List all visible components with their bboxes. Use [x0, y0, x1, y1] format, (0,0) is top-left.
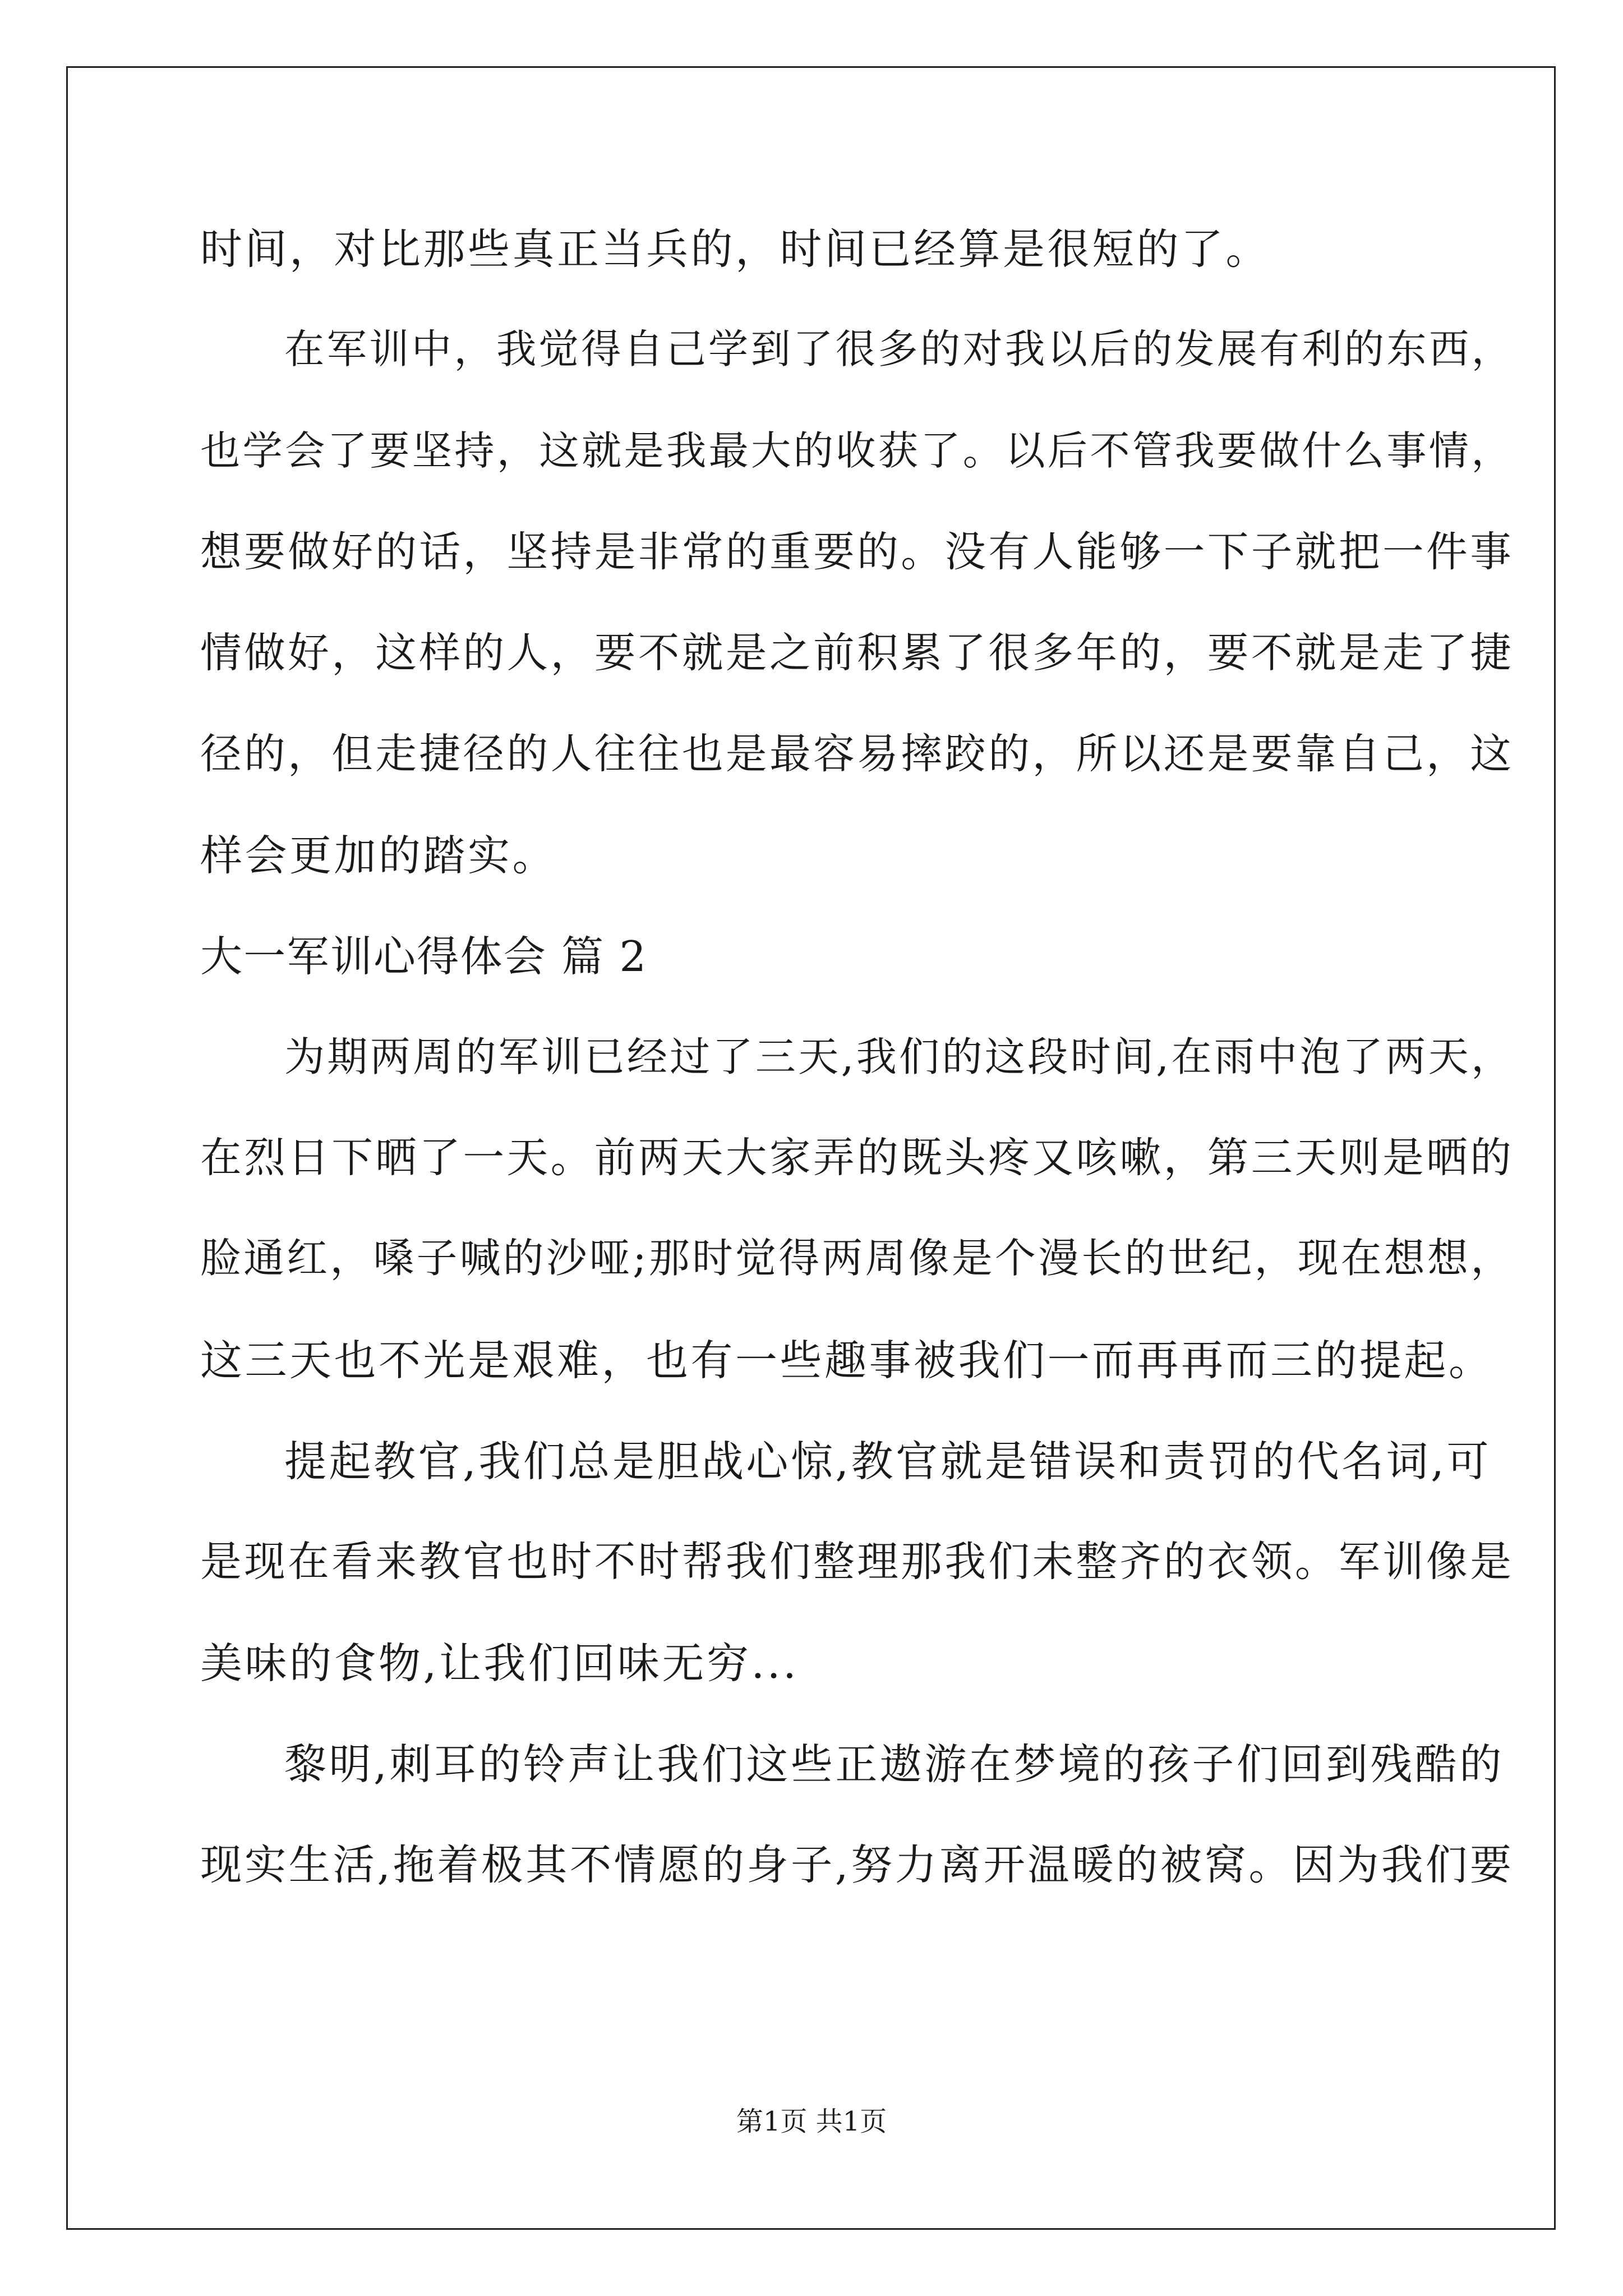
- text-line-1: 时间，对比那些真正当兵的，时间已经算是很短的了。: [200, 224, 1271, 274]
- text-line-11: 脸通红，嗓子喊的沙哑;那时觉得两周像是个漫长的世纪，现在想想，: [200, 1235, 1514, 1282]
- text-line-17: 现实生活,拖着极其不情愿的身子,努力离开温暖的被窝。因为我们要: [200, 1841, 1514, 1889]
- page-footer: 第1页 共1页: [736, 2106, 887, 2137]
- text-line-3: 也学会了要坚持，这就是我最大的收获了。以后不管我要做什么事情，: [200, 427, 1514, 474]
- text-line-9: 为期两周的军训已经过了三天,我们的这段时间,在雨中泡了两天，: [284, 1033, 1514, 1080]
- text-line-2: 在军训中，我觉得自己学到了很多的对我以后的发展有利的东西，: [284, 326, 1514, 372]
- text-line-15: 美味的食物,让我们回味无穷...: [200, 1639, 799, 1688]
- text-line-7: 样会更加的踏实。: [200, 831, 557, 880]
- text-line-10: 在烈日下晒了一天。前两天大家弄的既头疼又咳嗽，第三天则是晒的: [200, 1134, 1514, 1182]
- text-line-14: 是现在看来教官也时不时帮我们整理那我们未整齐的衣领。军训像是: [200, 1538, 1514, 1586]
- text-line-4: 想要做好的话，坚持是非常的重要的。没有人能够一下子就把一件事: [200, 528, 1514, 576]
- text-line-12: 这三天也不光是艰难，也有一些趣事被我们一而再再而三的提起。: [200, 1336, 1493, 1385]
- text-line-13: 提起教官,我们总是胆战心惊,教官就是错误和责罚的代名词,可: [284, 1437, 1492, 1486]
- section-heading: 大一军训心得体会 篇 2: [200, 932, 648, 981]
- text-line-6: 径的，但走捷径的人往往也是最容易摔跤的，所以还是要靠自己，这: [200, 730, 1514, 778]
- text-line-16: 黎明,刺耳的铃声让我们这些正遨游在梦境的孩子们回到残酷的: [284, 1740, 1504, 1789]
- text-line-5: 情做好，这样的人，要不就是之前积累了很多年的，要不就是走了捷: [200, 629, 1514, 677]
